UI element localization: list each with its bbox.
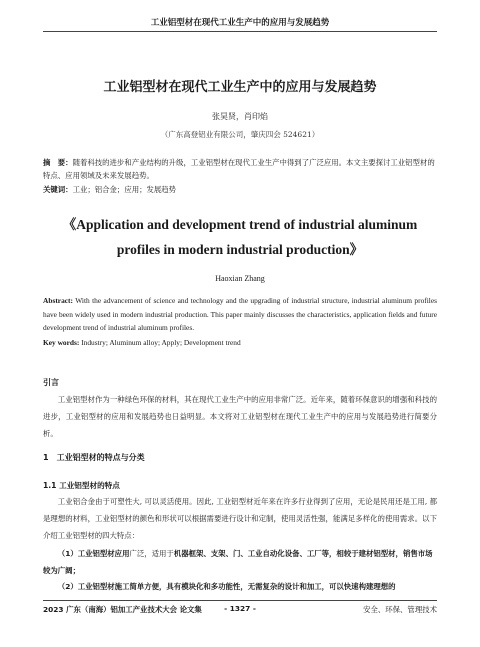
section-1-1-paragraph: 工业铝合金由于可塑性大, 可以灵活使用。因此, 工业铝型材近年来在许多行业得到了应用，无论是民用还是工用, 都是理想的材料，工业铝型材的颜色和形状可以根据需要进行设计和定制，使用灵活性强，能满足多样化的使用需求。以下介绍工业铝型材的四大特点： [43, 497, 437, 540]
chinese-authors: 张昊贤，肖印焰 [212, 112, 268, 121]
chinese-keywords [43, 184, 437, 195]
english-keywords-text: Industry; Aluminum alloy; Apply; Development trend [81, 338, 241, 347]
english-abstract [43, 294, 437, 335]
english-abstract-label: Abstract: [43, 296, 73, 305]
running-title: 工业铝型材在现代工业生产中的应用与发展趋势 [150, 18, 330, 28]
chinese-affiliation: （广东高登铝业有限公司，肇庆四会 524621） [160, 130, 320, 139]
list-item-bold-lead: （1）工业铝型材应用 [57, 549, 130, 558]
list-item [43, 578, 437, 595]
intro-paragraph: 工业铝型材作为一种绿色环保的材料，其在现代工业生产中的应用非常广泛。近年来，随着环保意识的增强和科技的进步，工业铝型材的应用和发展趋势也日益明显。本文将对工业铝型材在现代工业生产中的应用与发展趋势进行简要分析。 [43, 395, 437, 438]
running-header [43, 10, 437, 32]
chinese-title: 工业铝型材在现代工业生产中的应用与发展趋势 [103, 80, 377, 95]
chinese-keywords-label: 关键词： [43, 185, 73, 194]
chinese-abstract [43, 156, 437, 182]
list-item-bold-rest: 机器框架、支架、门、工业自动化设备、工厂等，相较于建材铝型材，销售市场较为广阔； [43, 549, 433, 575]
english-title: 《Application and development trend of industrial aluminum profiles in modern industrial production》 [62, 217, 418, 257]
list-item-bold: （2）工业铝型材施工简单方便，具有模块化和多功能性，无需复杂的设计和加工，可以快速构建理想的 [57, 582, 396, 591]
page-number: - 1327 - [224, 604, 256, 613]
list-item [43, 545, 437, 579]
chinese-abstract-label: 摘 要： [43, 158, 73, 167]
english-keywords [43, 338, 437, 347]
list-item-mid: 广泛，适用于 [129, 549, 174, 558]
chinese-keywords-text: 工业；铝合金；应用；发展趋势 [72, 185, 177, 194]
english-author: Haoxian Zhang [215, 274, 265, 283]
section-1-1-heading: 1.1 工业铝型材的特点 [43, 481, 120, 490]
english-abstract-text: With the advancement of science and technology and the upgrading of industrial structure, industrial aluminum profiles have been widely used in modern industrial production. This paper mainly discusses the characteristics, application fields and future development trend of industrial aluminum profiles. [43, 296, 437, 332]
english-keywords-label: Key words: [43, 338, 80, 347]
page-footer [43, 600, 437, 618]
chinese-abstract-text: 随着科技的进步和产业结构的升级，工业铝型材在现代工业生产中得到了广泛应用。本文主要探讨工业铝型材的特点、应用领域及未来发展趋势。 [43, 158, 435, 180]
section-1-heading: 1 工业铝型材的特点与分类 [43, 453, 145, 462]
intro-heading: 引言 [43, 378, 59, 387]
footer-proceedings: 2023 广东（南海）铝加工产业技术大会 论文集 [43, 605, 202, 614]
footer-section: 安全、环保、管理技术 [363, 605, 437, 614]
